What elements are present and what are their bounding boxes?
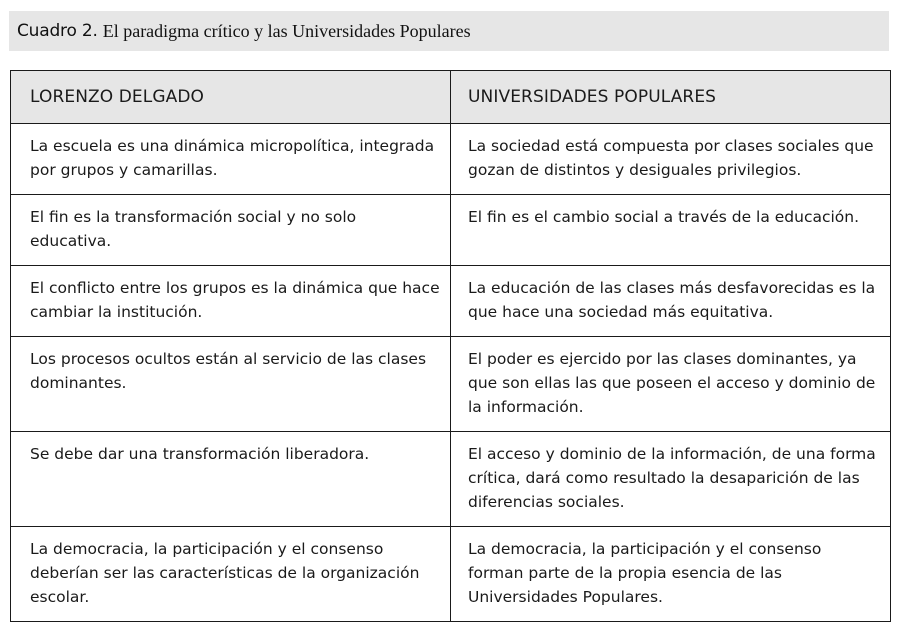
table-row bbox=[11, 432, 891, 527]
table-cell-lorenzo-delgado: Los procesos ocultos están al servicio de las clases dominantes. bbox=[11, 337, 451, 432]
table-cell-universidades-populares: La educación de las clases más desfavorecidas es la que hace una sociedad más equitativa. bbox=[451, 266, 891, 337]
table-row bbox=[11, 124, 891, 195]
table-row bbox=[11, 337, 891, 432]
table-cell-universidades-populares: La sociedad está compuesta por clases sociales que gozan de distintos y desiguales privilegios. bbox=[451, 124, 891, 195]
table-row bbox=[11, 527, 891, 622]
table-cell-lorenzo-delgado: El conflicto entre los grupos es la dinámica que hace cambiar la institución. bbox=[11, 266, 451, 337]
table-cell-universidades-populares: El acceso y dominio de la información, de una forma crítica, dará como resultado la desaparición de las diferencias sociales. bbox=[451, 432, 891, 527]
table-cell-lorenzo-delgado: La democracia, la participación y el consenso deberían ser las características de la organización escolar. bbox=[11, 527, 451, 622]
caption-label: Cuadro 2. bbox=[17, 21, 98, 41]
table-cell-lorenzo-delgado: El fin es la transformación social y no solo educativa. bbox=[11, 195, 451, 266]
table-cell-lorenzo-delgado: La escuela es una dinámica micropolítica, integrada por grupos y camarillas. bbox=[11, 124, 451, 195]
table-header-row bbox=[11, 71, 891, 124]
table-cell-universidades-populares: El poder es ejercido por las clases dominantes, ya que son ellas las que poseen el acceso y dominio de la información. bbox=[451, 337, 891, 432]
column-header-lorenzo-delgado: LORENZO DELGADO bbox=[11, 71, 451, 124]
comparison-table bbox=[10, 70, 891, 622]
table-cell-universidades-populares: El fin es el cambio social a través de la educación. bbox=[451, 195, 891, 266]
column-header-universidades-populares: UNIVERSIDADES POPULARES bbox=[451, 71, 891, 124]
caption-title: El paradigma crítico y las Universidades Populares bbox=[102, 20, 471, 41]
table-cell-lorenzo-delgado: Se debe dar una transformación liberadora. bbox=[11, 432, 451, 527]
table-cell-universidades-populares: La democracia, la participación y el consenso forman parte de la propia esencia de las Universidades Populares. bbox=[451, 527, 891, 622]
table-row bbox=[11, 195, 891, 266]
table-caption bbox=[9, 11, 889, 51]
table-row bbox=[11, 266, 891, 337]
